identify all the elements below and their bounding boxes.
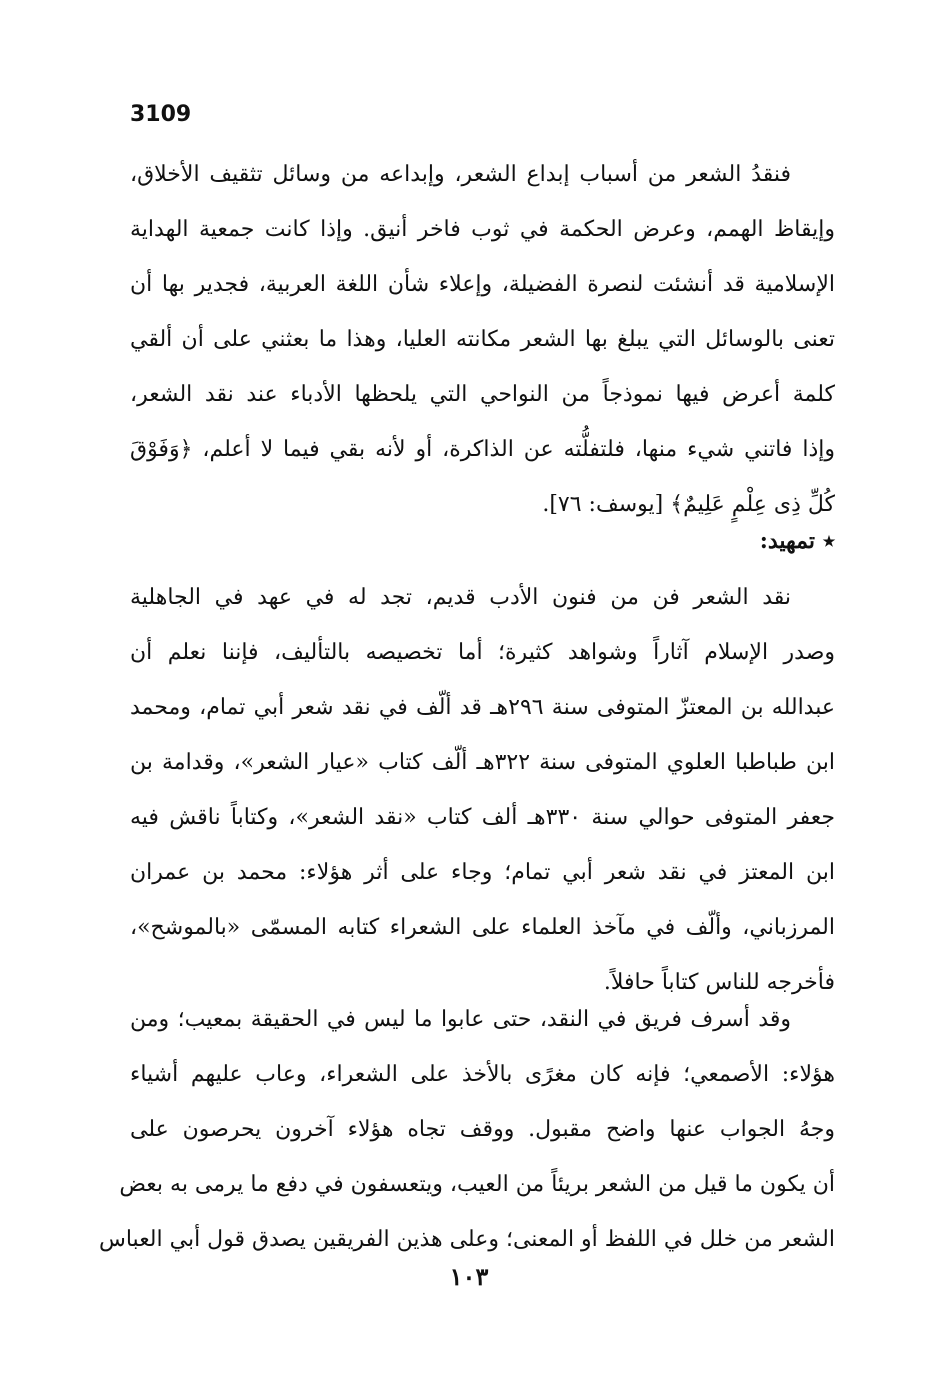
asterisk-icon: ٭ (823, 528, 835, 554)
section-heading (130, 514, 835, 569)
paragraph-critics (99, 992, 835, 1267)
text-line: جعفر المتوفى حوالي سنة ٣٣٠هـ ألف كتاب «نقد الشعر»، وكتاباً ناقش فيه (130, 805, 835, 830)
page-number: ١٠٣ (449, 1262, 489, 1291)
text-line: وإيقاظ الهمم، وعرض الحكمة في ثوب فاخر أنيق. وإذا كانت جمعية الهداية (130, 217, 835, 242)
text-line: تعنى بالوسائل التي يبلغ بها الشعر مكانته العليا، وهذا ما بعثني على أن ألقي (130, 327, 835, 352)
text-line: كلمة أعرض فيها نموذجاً من النواحي التي يلحظها الأدباء عند نقد الشعر، (130, 382, 835, 407)
text-line: الإسلامية قد أنشئت لنصرة الفضيلة، وإعلاء شأن اللغة العربية، فجدير بها أن (130, 272, 835, 297)
text-line: فأخرجه للناس كتاباً حافلاً. (603, 970, 835, 995)
text-line: الشعر من خلل في اللفظ أو المعنى؛ وعلى هذين الفريقين يصدق قول أبي العباس (99, 1227, 835, 1252)
folio-number: 3109 (130, 102, 192, 127)
paragraph-intro (130, 147, 835, 532)
text-line: أن يكون ما قيل من الشعر بريئاً من العيب، ويتعسفون في دفع ما يرمى به بعض (119, 1172, 835, 1197)
text-line: وصدر الإسلام آثاراً وشواهد كثيرة؛ أما تخصيصه بالتأليف، فإننا نعلم أن (130, 640, 835, 665)
text-line: نقد الشعر فن من فنون الأدب قديم، تجد له في عهد في الجاهلية (130, 585, 791, 610)
heading-text: تمهيد: (759, 528, 815, 554)
text-line: ابن طباطبا العلوي المتوفى سنة ٣٢٢هـ ألّف كتاب «عيار الشعر»، وقدامة بن (130, 750, 835, 775)
paragraph-preface (130, 570, 835, 1010)
text-line: هؤلاء: الأصمعي؛ فإنه كان مغرًى بالأخذ على الشعراء، وعاب عليهم أشياء (130, 1062, 835, 1087)
text-line: ابن المعتز في نقد شعر أبي تمام؛ وجاء على أثر هؤلاء: محمد بن عمران (130, 860, 835, 885)
text-line: كُلِّ ذِى عِلْمٍ عَلِيمٌ﴾ [يوسف: ٧٦]. (542, 492, 835, 517)
text-line: عبدالله بن المعتزّ المتوفى سنة ٢٩٦هـ قد ألّف في نقد شعر أبي تمام، ومحمد (130, 695, 836, 720)
text-line: فنقدُ الشعر من أسباب إبداع الشعر، وإبداعه من وسائل تثقيف الأخلاق، (130, 162, 791, 187)
text-line: المرزباني، وألّف في مآخذ العلماء على الشعراء كتابه المسمّى «بالموشح»، (130, 915, 835, 940)
text-line: وإذا فاتني شيء منها، فلتفلُّته عن الذاكرة، أو لأنه بقي فيما لا أعلم، ﴿وَفَوْقَ (130, 437, 835, 462)
text-line: وجهُ الجواب عنها واضح مقبول. ووقف تجاه هؤلاء آخرون يحرصون على (130, 1117, 835, 1142)
text-line: وقد أسرف فريق في النقد، حتى عابوا ما ليس في الحقيقة بمعيب؛ ومن (130, 1007, 791, 1032)
